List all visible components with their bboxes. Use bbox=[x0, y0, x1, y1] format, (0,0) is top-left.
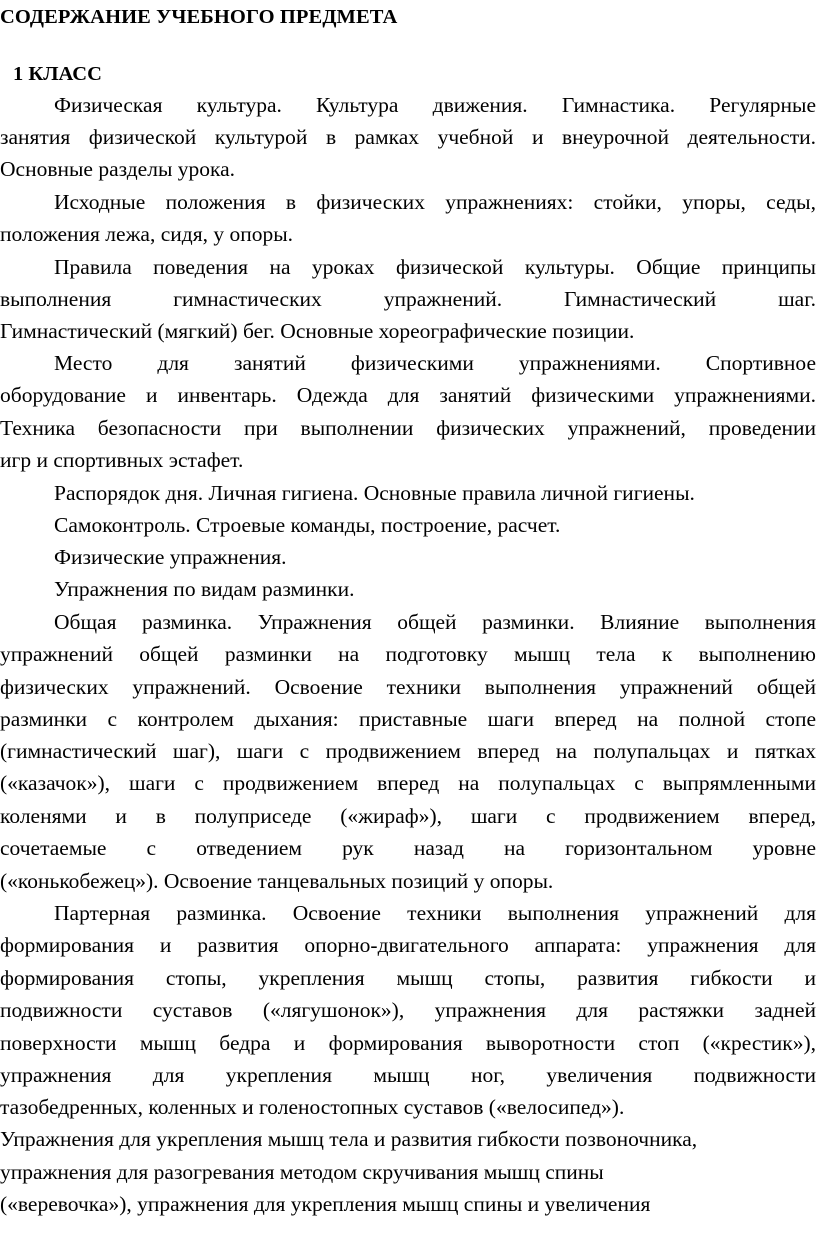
text-line: разминки с контролем дыхания: приставные шаги вперед на полной стопе bbox=[0, 707, 816, 731]
text-line: Исходные положения в физических упражнениях: стойки, упоры, седы, bbox=[54, 190, 816, 214]
text-line: Гимнастический (мягкий) бег. Основные хореографические позиции. bbox=[0, 319, 635, 343]
text-line: занятия физической культурой в рамках учебной и внеурочной деятельности. bbox=[0, 125, 816, 149]
text-line: Физическая культура. Культура движения. Гимнастика. Регулярные bbox=[54, 93, 816, 117]
text-line: Общая разминка. Упражнения общей разминки. Влияние выполнения bbox=[54, 610, 816, 634]
text-line: положения лежа, сидя, у опоры. bbox=[0, 222, 294, 246]
text-line: Правила поведения на уроках физической культуры. Общие принципы bbox=[54, 255, 816, 279]
text-line: Упражнения для укрепления мышц тела и развития гибкости позвоночника, bbox=[0, 1127, 698, 1151]
text-line: упражнений общей разминки на подготовку мышц тела к выполнению bbox=[0, 642, 816, 666]
text-line: («казачок»), шаги с продвижением вперед на полупальцах с выпрямленными bbox=[0, 771, 816, 795]
page-title: СОДЕРЖАНИЕ УЧЕБНОГО ПРЕДМЕТА bbox=[0, 6, 398, 28]
text-line: («конькобежец»). Освоение танцевальных позиций у опоры. bbox=[0, 869, 554, 893]
text-line: формирования стопы, укрепления мышц стопы, развития гибкости и bbox=[0, 966, 816, 990]
text-line: (гимнастический шаг), шаги с продвижением вперед на полупальцах и пятках bbox=[0, 739, 816, 763]
text-line: игр и спортивных эстафет. bbox=[0, 448, 244, 472]
text-line: выполнения гимнастических упражнений. Гимнастический шаг. bbox=[0, 287, 816, 311]
text-line: Самоконтроль. Строевые команды, построение, расчет. bbox=[54, 513, 561, 537]
text-line: Упражнения по видам разминки. bbox=[54, 577, 355, 601]
text-line: («веревочка»), упражнения для укрепления мышц спины и увеличения bbox=[0, 1192, 651, 1216]
text-line: Физические упражнения. bbox=[54, 545, 287, 569]
text-line: Место для занятий физическими упражнениями. Спортивное bbox=[54, 351, 816, 375]
text-line: тазобедренных, коленных и голеностопных суставов («велосипед»). bbox=[0, 1095, 625, 1119]
text-line: Техника безопасности при выполнении физических упражнений, проведении bbox=[0, 416, 816, 440]
text-line: подвижности суставов («лягушонок»), упражнения для растяжки задней bbox=[0, 998, 816, 1022]
text-line: формирования и развития опорно-двигательного аппарата: упражнения для bbox=[0, 933, 816, 957]
text-line: упражнения для разогревания методом скручивания мышц спины bbox=[0, 1160, 604, 1184]
text-line: поверхности мышц бедра и формирования выворотности стоп («крестик»), bbox=[0, 1031, 816, 1055]
text-line: коленями и в полуприседе («жираф»), шаги с продвижением вперед, bbox=[0, 804, 816, 828]
text-line: Партерная разминка. Освоение техники выполнения упражнений для bbox=[54, 901, 816, 925]
text-line: оборудование и инвентарь. Одежда для занятий физическими упражнениями. bbox=[0, 383, 816, 407]
text-line: Основные разделы урока. bbox=[0, 157, 236, 181]
section-heading: 1 КЛАСС bbox=[13, 63, 102, 85]
text-line: Распорядок дня. Личная гигиена. Основные правила личной гигиены. bbox=[54, 481, 695, 505]
text-line: физических упражнений. Освоение техники выполнения упражнений общей bbox=[0, 675, 816, 699]
text-line: упражнения для укрепления мышц ног, увеличения подвижности bbox=[0, 1063, 816, 1087]
text-line: сочетаемые с отведением рук назад на горизонтальном уровне bbox=[0, 836, 816, 860]
